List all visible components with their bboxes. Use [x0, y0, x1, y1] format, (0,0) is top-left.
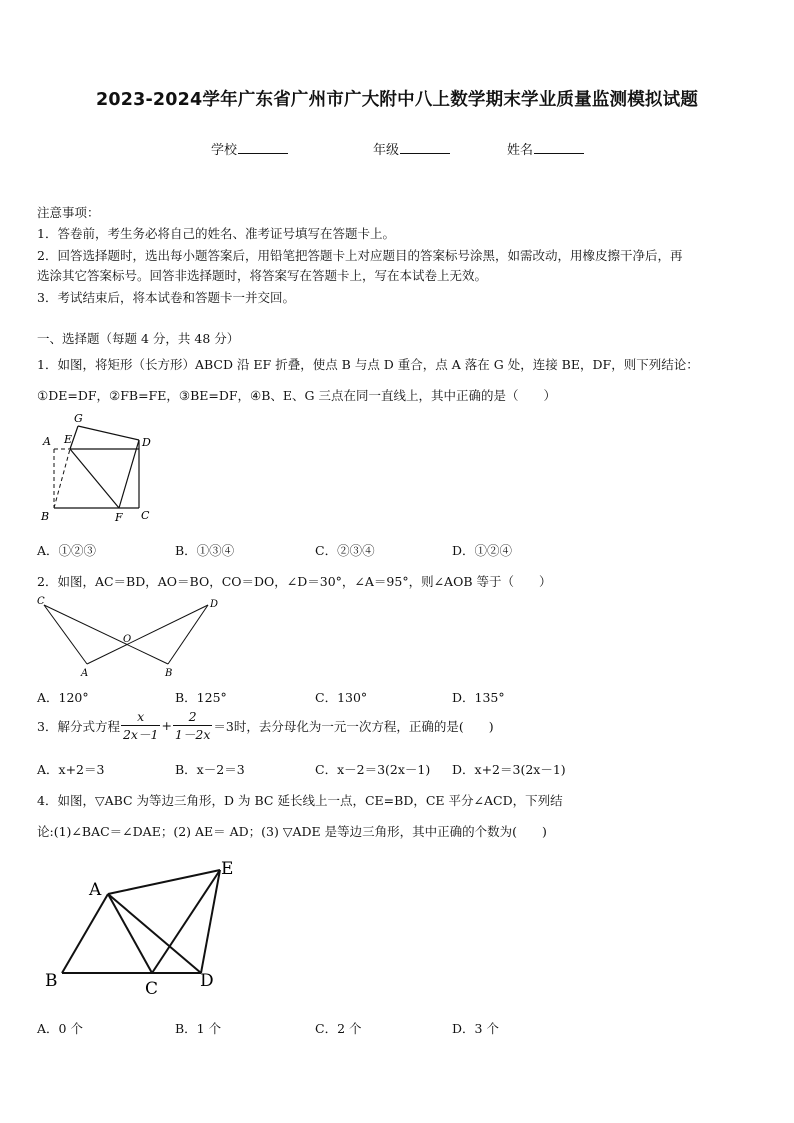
notice-heading: 注意事项： — [37, 205, 100, 220]
q4-label-e: E — [221, 859, 234, 879]
q3-option-c[interactable]: C．x－2＝3(2x－1) — [315, 762, 431, 777]
q3-prefix: 3．解分式方程 — [37, 718, 120, 734]
q4-figure — [36, 852, 256, 1002]
q1-label-f: F — [115, 511, 123, 524]
q1-label-d: D — [142, 436, 151, 449]
q2-label-c: C — [37, 596, 45, 607]
q4-conclusions: 论:(1)∠BAC＝∠DAE；(2) AE＝ AD；(3) ▽ADE 是等边三角形，其中正确的个数为( ) — [37, 824, 547, 839]
q2-option-d[interactable]: D．135° — [452, 690, 505, 705]
school-label: 学校 — [211, 143, 238, 158]
q3-fraction-1 — [121, 708, 160, 743]
q4-option-a[interactable]: A．0 个 — [37, 1021, 83, 1036]
page-title: 2023-2024学年广东省广州市广大附中八上数学期末学业质量监测模拟试题 — [95, 90, 699, 110]
q1-label-g: G — [74, 412, 83, 425]
name-field — [507, 139, 584, 158]
q2-stem: 2．如图，AC＝BD，AO＝BO，CO＝DO，∠D＝30°，∠A＝95°，则∠AOB 等于（ ） — [37, 574, 552, 589]
q3-suffix: ＝3时，去分母化为一元一次方程，正确的是( ) — [213, 718, 494, 734]
q2-label-b: B — [165, 668, 173, 679]
q4-option-b[interactable]: B．1 个 — [175, 1021, 222, 1036]
name-label: 姓名 — [507, 143, 534, 158]
grade-field — [373, 139, 450, 158]
q1-option-b[interactable]: B．①③④ — [175, 543, 235, 558]
q3-frac1-denominator: 2x－1 — [122, 727, 159, 742]
q2-option-b[interactable]: B．125° — [175, 690, 227, 705]
notice-item: 选涂其它答案标号。回答非选择题时，将答案写在答题卡上，写在本试卷上无效。 — [37, 268, 488, 283]
q1-label-b: B — [41, 510, 50, 523]
q4-option-d[interactable]: D．3 个 — [452, 1021, 499, 1036]
q3-option-d[interactable]: D．x+2＝3(2x－1) — [452, 762, 566, 777]
q2-option-a[interactable]: A．120° — [37, 690, 89, 705]
q2-figure — [36, 594, 226, 680]
q1-label-c: C — [141, 509, 150, 522]
q3-stem — [37, 708, 494, 743]
q2-label-d: D — [210, 599, 219, 610]
q3-plus: + — [161, 718, 172, 733]
q3-frac1-numerator: x — [121, 708, 160, 726]
q3-frac2-denominator: 1－2x — [174, 727, 211, 742]
name-blank — [534, 141, 584, 154]
q3-frac2-numerator: 2 — [173, 708, 212, 726]
q2-label-o: O — [123, 634, 132, 645]
q1-conclusions: ①DE=DF，②FB=FE，③BE=DF，④B、E、G 三点在同一直线上，其中正确的是（ ） — [37, 388, 557, 403]
q3-option-a[interactable]: A．x+2＝3 — [37, 762, 105, 777]
notice-item: 2．回答选择题时，选出每小题答案后，用铅笔把答题卡上对应题目的答案标号涂黑，如需改动，用橡皮擦干净后，再 — [37, 248, 683, 263]
school-blank — [238, 141, 288, 154]
q1-label-e: E — [64, 433, 73, 446]
q1-figure — [36, 408, 161, 526]
q2-option-c[interactable]: C．130° — [315, 690, 368, 705]
q4-label-a: A — [89, 880, 102, 900]
q4-label-c: C — [145, 979, 159, 999]
section-heading: 一、选择题（每题 4 分，共 48 分） — [37, 331, 240, 346]
q1-stem: 1．如图，将矩形（长方形）ABCD 沿 EF 折叠，使点 B 与点 D 重合，点 A 落在 G 处，连接 BE，DF，则下列结论： — [37, 357, 699, 372]
q4-label-d: D — [200, 971, 214, 991]
grade-label: 年级 — [373, 143, 400, 158]
school-field — [211, 139, 288, 158]
q2-label-a: A — [81, 668, 89, 679]
q1-option-a[interactable]: A．①②③ — [37, 543, 97, 558]
grade-blank — [400, 141, 450, 154]
q3-option-b[interactable]: B．x－2＝3 — [175, 762, 245, 777]
q4-option-c[interactable]: C．2 个 — [315, 1021, 362, 1036]
q4-label-b: B — [45, 971, 58, 991]
q4-stem: 4．如图，▽ABC 为等边三角形，D 为 BC 延长线上一点，CE=BD，CE 平分∠ACD，下列结 — [37, 793, 563, 808]
q1-option-d[interactable]: D．①②④ — [452, 543, 513, 558]
q1-label-a: A — [43, 435, 51, 448]
q3-fraction-2 — [173, 708, 212, 743]
notice-item: 3．考试结束后，将本试卷和答题卡一并交回。 — [37, 290, 295, 305]
notice-item: 1．答卷前，考生务必将自己的姓名、准考证号填写在答题卡上。 — [37, 226, 395, 241]
q1-option-c[interactable]: C．②③④ — [315, 543, 375, 558]
